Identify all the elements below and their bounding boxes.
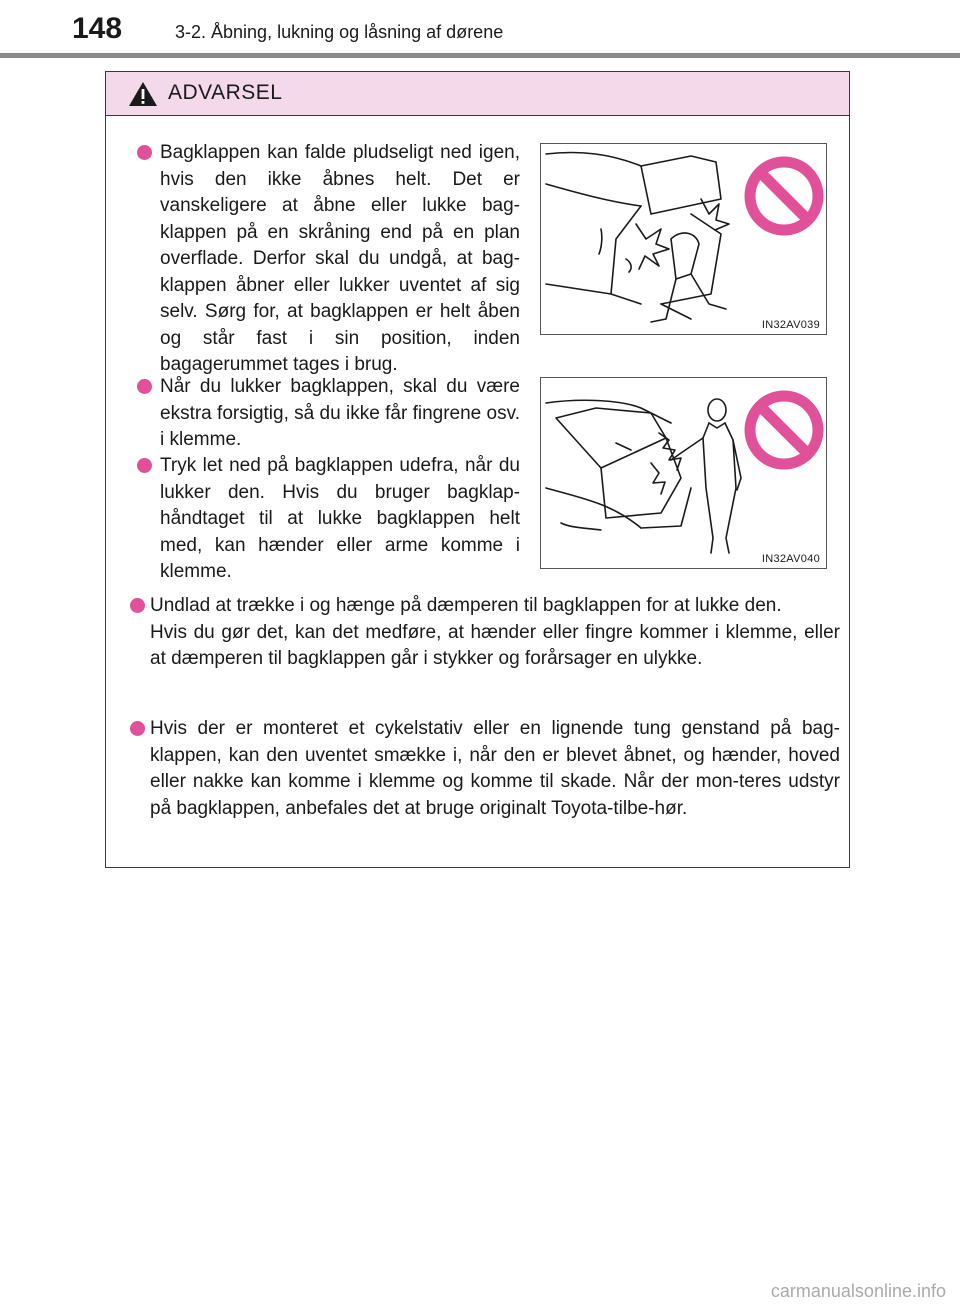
warning-item <box>160 374 520 454</box>
bullet-icon <box>130 598 145 613</box>
illustration-tailgate-close <box>540 377 827 569</box>
warning-item-text-continued: Hvis du gør det, kan det medføre, at hænder eller fingre kommer i klemme, eller at dæmperen til bagklappen går i stykker og forårsager en ulykke. <box>150 621 840 669</box>
warning-item <box>150 716 840 822</box>
warning-item-text: Hvis der er monteret et cykelstativ eller en lignende tung genstand på bag-klappen, kan den uventet smække i, når den er blevet åbnet, og hænder, hoved eller nakke kan komme i klemme og komme til skade. Når der mon-teres udstyr på bagklappen, anbefales det at bruge originalt Toyota-tilbe-hør. <box>150 718 840 819</box>
warning-item-text: Bagklappen kan falde pludseligt ned igen, hvis den ikke åbnes helt. Det er vanskeligere at åbne eller lukke bag-klappen på en skråning end på en plan overflade. Derfor skal du undgå, at bag-klappen åbner eller lukker uventet af sig selv. Sørg for, at bagklappen er helt åben og står fast i sin position, inden bagagerummet tages i brug. <box>160 142 520 375</box>
warning-item-text: Når du lukker bagklappen, skal du være ekstra forsigtig, så du ikke får fingrene osv. i klemme. <box>160 376 520 450</box>
bullet-icon <box>137 379 152 394</box>
watermark: carmanualsonline.info <box>770 1281 946 1301</box>
warning-item-text: Undlad at trække i og hænge på dæmperen til bagklappen for at lukke den. <box>150 595 782 616</box>
warning-triangle-icon <box>128 81 158 107</box>
page-header <box>0 0 960 60</box>
warning-item <box>150 593 840 673</box>
page-number: 148 <box>72 12 123 45</box>
bullet-icon <box>137 145 152 160</box>
bullet-icon <box>130 721 145 736</box>
warning-item <box>160 140 520 379</box>
warning-header <box>106 72 849 116</box>
header-divider <box>0 53 960 58</box>
bullet-icon <box>137 458 152 473</box>
car-tailgate-illustration <box>541 144 826 334</box>
warning-title: ADVARSEL <box>168 81 283 104</box>
warning-item <box>160 453 520 586</box>
warning-item-text: Tryk let ned på bagklappen udefra, når du lukker den. Hvis du bruger bagklap-håndtaget til at lukke bagklappen helt med, kan hænder eller arme komme i klemme. <box>160 455 520 582</box>
person-closing-tailgate-illustration <box>541 378 826 568</box>
illustration-tailgate-open <box>540 143 827 335</box>
figure-code: IN32AV039 <box>761 319 820 331</box>
chapter-title: 3-2. Åbning, lukning og låsning af dørene <box>175 22 504 42</box>
figure-code: IN32AV040 <box>761 553 820 565</box>
